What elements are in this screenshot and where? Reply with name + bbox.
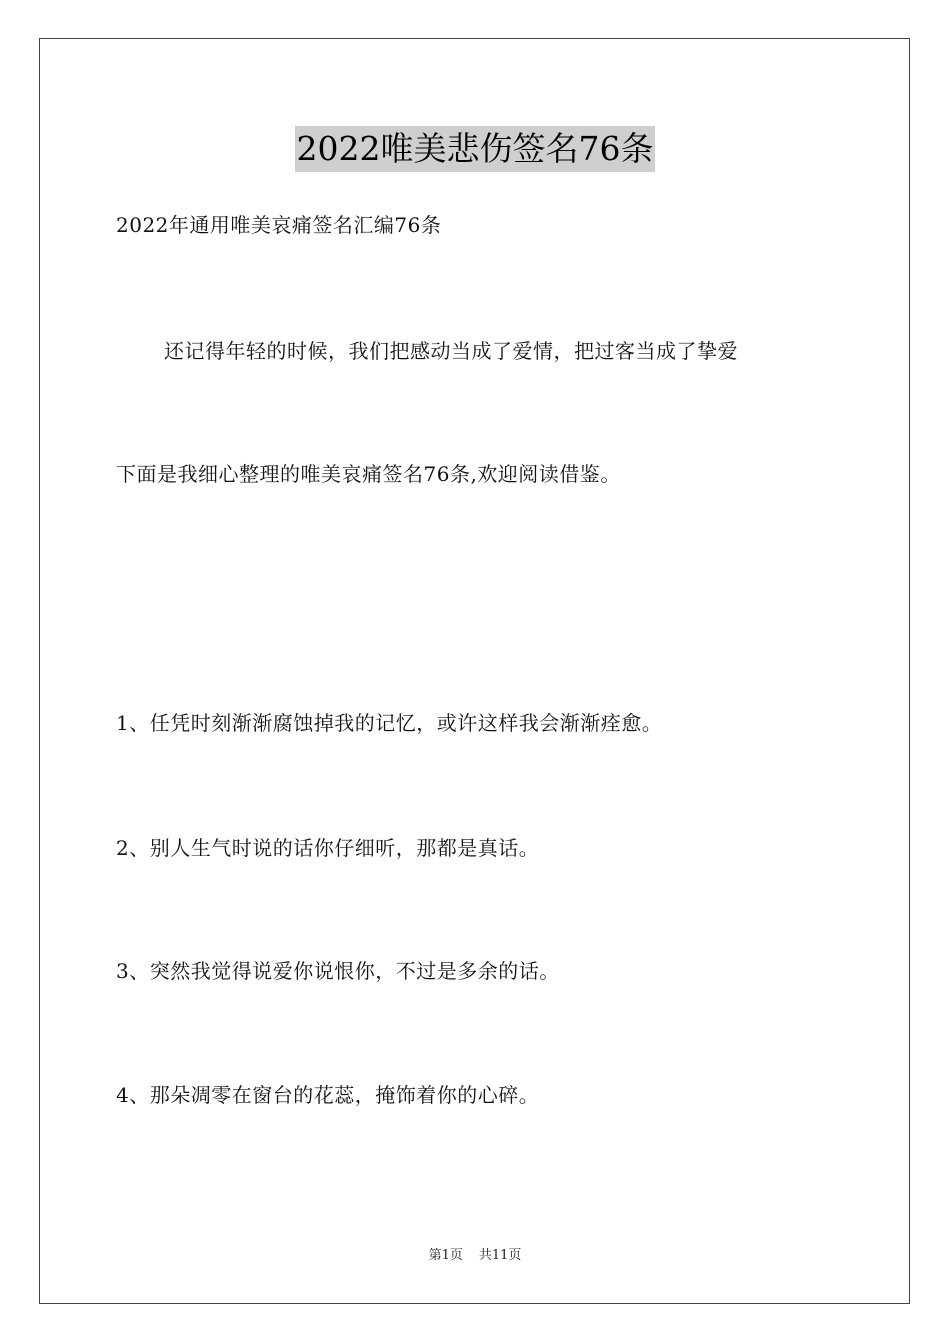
page-total: 共11页: [478, 1248, 522, 1263]
intro-paragraph-line-2: 下面是我细心整理的唯美哀痛签名76条,欢迎阅读借鉴。: [116, 462, 621, 486]
intro-paragraph-line-1: 还记得年轻的时候，我们把感动当成了爱情，把过客当成了挚爱: [164, 339, 738, 363]
page-number: 第1页: [428, 1248, 463, 1263]
list-item: 3、突然我觉得说爱你说恨你，不过是多余的话。: [116, 959, 560, 983]
document-subtitle: 2022年通用唯美哀痛签名汇编76条: [116, 213, 442, 237]
document-title: 2022唯美悲伤签名76条: [295, 126, 656, 172]
list-item: 2、别人生气时说的话你仔细听，那都是真话。: [116, 836, 540, 860]
list-item: 1、任凭时刻渐渐腐蚀掉我的记忆，或许这样我会渐渐痊愈。: [116, 711, 663, 735]
page-footer: [0, 1247, 950, 1265]
title-container: [0, 126, 950, 172]
list-item: 4、那朵凋零在窗台的花蕊，掩饰着你的心碎。: [116, 1083, 540, 1107]
